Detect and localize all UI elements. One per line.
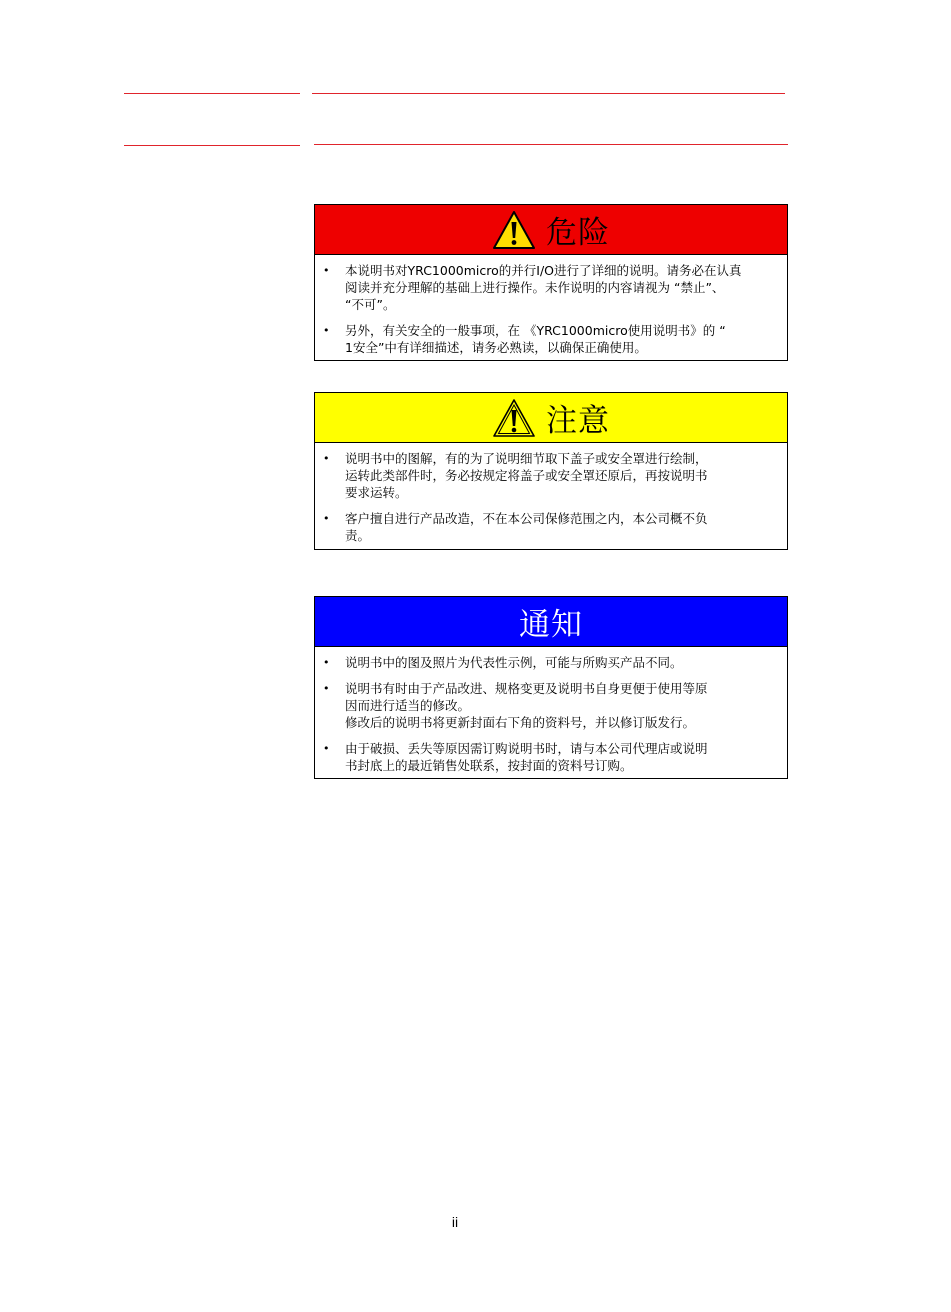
caution-box	[314, 392, 788, 550]
notice-title: 通知	[519, 607, 583, 643]
header-rule-right-bottom	[314, 144, 788, 145]
caution-header	[315, 393, 787, 443]
caution-item-2: • 客户擅自进行产品改造，不在本公司保修范围之内，本公司概不负 责。	[345, 510, 771, 544]
warning-triangle-icon	[492, 210, 536, 250]
warning-triangle-icon	[492, 398, 536, 438]
danger-title: 危险	[546, 215, 610, 251]
danger-header	[315, 205, 787, 255]
danger-list	[315, 255, 787, 369]
header-rule-left-top	[124, 93, 300, 94]
danger-item-1: • 本说明书对YRC1000micro的并行I/O进行了详细的说明。请务必在认真 阅读并充分理解的基础上进行操作。未作说明的内容请视为 “禁止”、 “不可”。	[345, 262, 771, 313]
notice-header	[315, 597, 787, 647]
danger-box	[314, 204, 788, 361]
header-rule-left-bottom	[124, 145, 300, 146]
caution-item-1: • 说明书中的图解，有的为了说明细节取下盖子或安全罩进行绘制， 运转此类部件时，务必按规定将盖子或安全罩还原后，再按说明书 要求运转。	[345, 450, 771, 501]
notice-list	[315, 647, 787, 787]
notice-item-1: • 说明书中的图及照片为代表性示例，可能与所购买产品不同。	[345, 654, 771, 671]
caution-list	[315, 443, 787, 557]
page-number: ii	[451, 1214, 459, 1230]
header-rule-right-top	[312, 93, 785, 94]
notice-box	[314, 596, 788, 779]
notice-item-2: • 说明书有时由于产品改进、规格变更及说明书自身更便于使用等原 因而进行适当的修改。 修改后的说明书将更新封面右下角的资料号，并以修订版发行。	[345, 680, 771, 731]
danger-item-2: • 另外，有关安全的一般事项，在 《YRC1000micro使用说明书》的 “ 1安全”中有详细描述，请务必熟读，以确保正确使用。	[345, 322, 771, 356]
notice-item-3: • 由于破损、丢失等原因需订购说明书时，请与本公司代理店或说明 书封底上的最近销售处联系，按封面的资料号订购。	[345, 740, 771, 774]
caution-title: 注意	[546, 403, 610, 439]
